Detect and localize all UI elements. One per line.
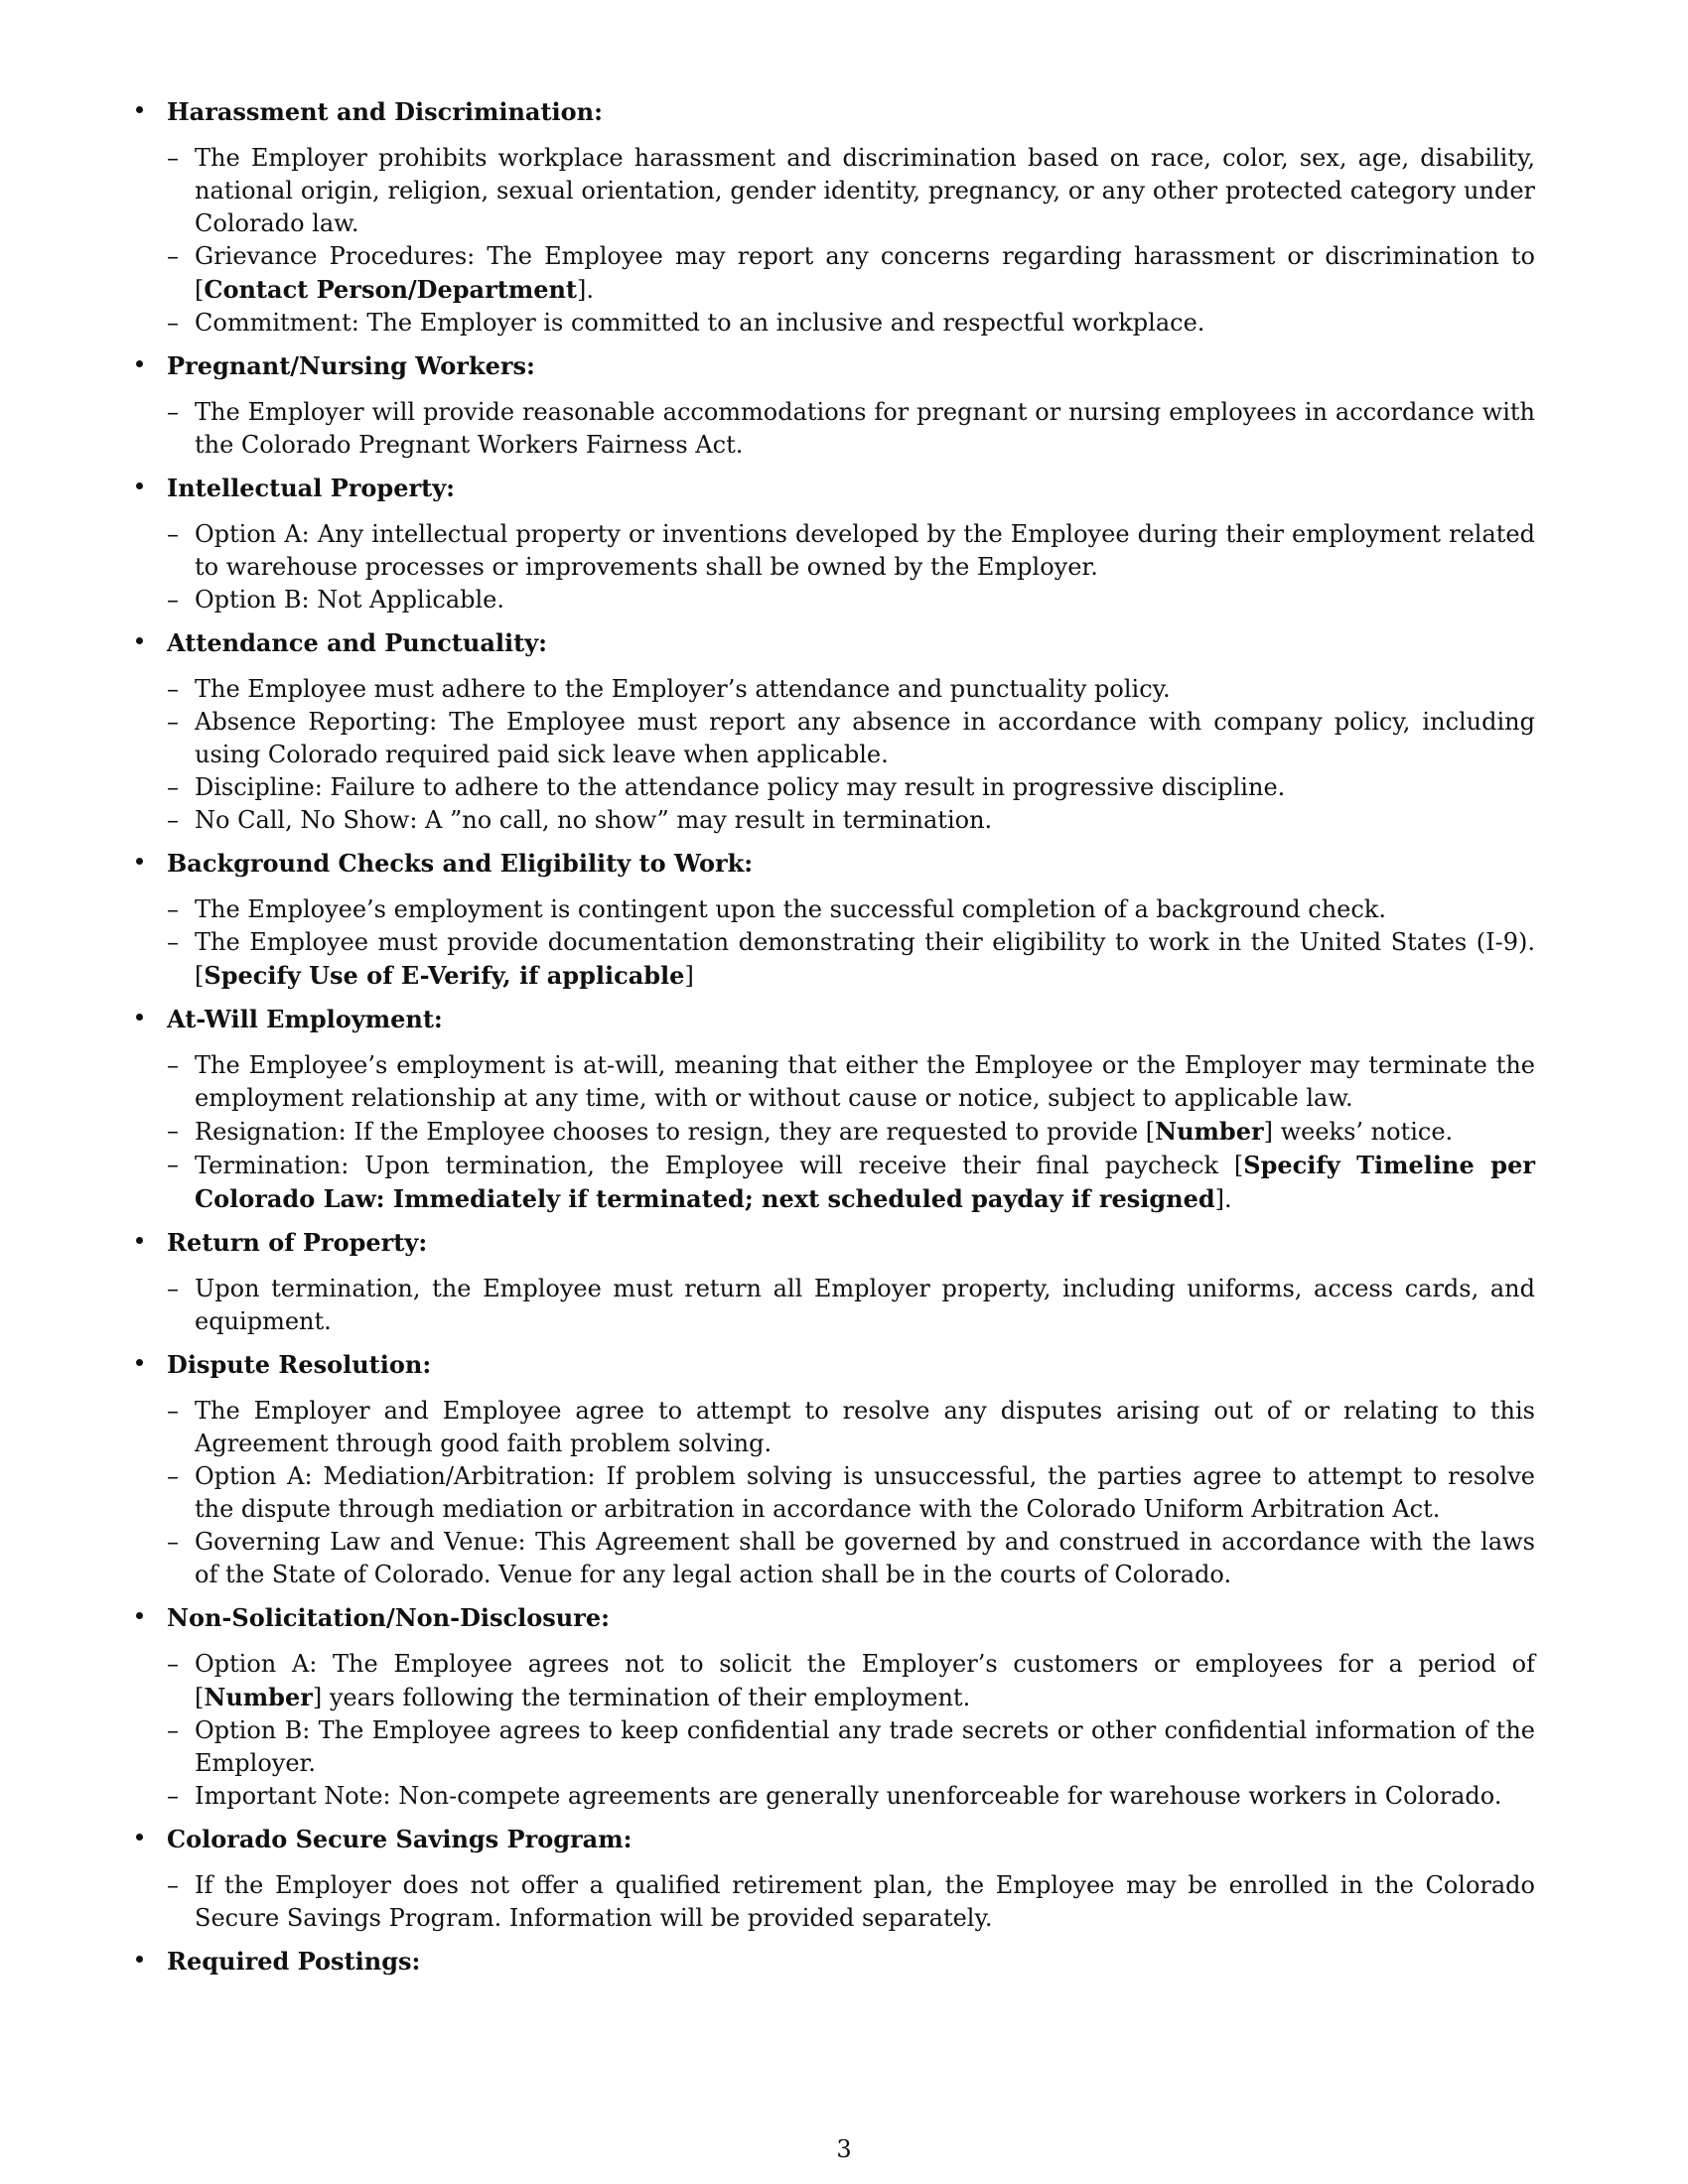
list-item-text [195,1395,1535,1460]
section [133,626,1583,837]
dash-icon [133,1869,195,1935]
text-run: Option A: The Employee agrees not to solicit the Employer’s customers or employees for a period of [ [195,1650,1535,1711]
text-run: Option B: The Employee agrees to keep confidential any trade secrets or other confidential information of the Employer. [195,1716,1535,1777]
text-run: The Employer and Employee agree to attempt to resolve any disputes arising out of or relating to this Agreement through good faith problem solving. [195,1397,1535,1457]
section-heading [133,1823,1583,1855]
section [133,1003,1583,1216]
text-run: Termination: Upon termination, the Employee will receive their final paycheck [ [195,1152,1244,1179]
section-heading [133,1226,1583,1259]
text-run: Option A: Any intellectual property or inventions developed by the Employee during their employment related to warehouse processes or improvements shall be owned by the Employer. [195,520,1535,581]
sub-item-list [133,1273,1583,1338]
sub-item-list [133,396,1583,462]
dash-icon [133,1115,195,1149]
section [133,847,1583,993]
list-item-text [195,307,1535,340]
text-run: The Employee’s employment is contingent upon the successful completion of a background check. [195,895,1386,923]
list-item [133,1395,1583,1460]
list-item [133,307,1583,340]
list-item-text [195,1526,1535,1591]
section [133,349,1583,462]
list-item [133,893,1583,926]
sub-item-list [133,518,1583,616]
list-item [133,1115,1583,1149]
list-item-text [195,1460,1535,1526]
sub-item-list [133,893,1583,993]
dash-icon [133,1273,195,1338]
text-run: ] weeks’ notice. [1263,1118,1454,1146]
dash-icon [133,926,195,993]
section-title: Attendance and Punctuality: [167,628,548,657]
section-heading [133,1348,1583,1381]
section-heading [133,1945,1583,1978]
section-title: At-Will Employment: [167,1005,443,1033]
text-run: The Employee must adhere to the Employer’s attendance and punctuality policy. [195,675,1171,703]
list-item [133,1273,1583,1338]
placeholder-text: Number [204,1683,313,1711]
text-run: ]. [577,276,595,304]
text-run: Option A: Mediation/Arbitration: If problem solving is unsuccessful, the parties agree to attempt to resolve the dispute through mediation or arbitration in accordance with the Colorado Uniform Arbitration Act. [195,1462,1535,1523]
page-number: 3 [836,2135,852,2163]
section [133,95,1583,340]
section [133,1348,1583,1591]
list-item [133,1648,1583,1714]
text-run: ]. [1214,1185,1232,1213]
sub-item-list [133,142,1583,340]
list-item [133,771,1583,804]
section-title: Intellectual Property: [167,474,455,502]
section [133,1601,1583,1813]
section-title: Harassment and Discrimination: [167,97,603,126]
dash-icon [133,1049,195,1115]
list-item [133,584,1583,616]
section-title: Required Postings: [167,1947,421,1976]
document-body [133,95,1583,1987]
text-run: The Employer prohibits workplace harassment and discrimination based on race, color, sex, age, disability, national origin, religion, sexual orientation, gender identity, pregnancy, or any other protected category under Colorado law. [195,144,1535,237]
section [133,1823,1583,1935]
section-title: Background Checks and Eligibility to Work: [167,849,754,878]
list-item-text [195,1149,1535,1216]
placeholder-text: Specify Timeline per Colorado Law: Immediately if terminated; next scheduled payday if resigned [195,1151,1535,1213]
text-run: The Employee’s employment is at-will, meaning that either the Employee or the Employer may terminate the employment relationship at any time, with or without cause or notice, subject to applicable law. [195,1051,1535,1112]
placeholder-text: Specify Use of E-Verify, if applicable [204,961,685,990]
list-item [133,1526,1583,1591]
sub-item-list [133,673,1583,837]
text-run: Commitment: The Employer is committed to an inclusive and respectful workplace. [195,309,1205,337]
text-run: Option B: Not Applicable. [195,586,504,614]
section-heading [133,1601,1583,1634]
dash-icon [133,1648,195,1714]
dash-icon [133,1460,195,1526]
text-run: Governing Law and Venue: This Agreement shall be governed by and construed in accordance with the laws of the State of Colorado. Venue for any legal action shall be in the courts of Colorado. [195,1528,1535,1588]
sub-item-list [133,1395,1583,1591]
list-item-text [195,706,1535,771]
text-run: The Employee must provide documentation demonstrating their eligibility to work in the United States (I-9). [ [195,928,1535,990]
text-run: Grievance Procedures: The Employee may report any concerns regarding harassment or discrimination to [ [195,242,1535,304]
list-item-text [195,771,1535,804]
dash-icon [133,584,195,616]
section-title: Return of Property: [167,1228,428,1257]
list-item [133,1049,1583,1115]
dash-icon [133,1395,195,1460]
text-run: ] [684,962,694,990]
list-item [133,1149,1583,1216]
dash-icon [133,307,195,340]
text-run: Important Note: Non-compete agreements are generally unenforceable for warehouse workers in Colorado. [195,1782,1502,1810]
text-run: ] years following the termination of their employment. [312,1684,971,1711]
placeholder-text: Contact Person/Department [204,275,578,304]
dash-icon [133,240,195,307]
section-heading [133,349,1583,382]
dash-icon [133,1526,195,1591]
section-heading [133,472,1583,504]
dash-icon [133,396,195,462]
list-item [133,926,1583,993]
list-item-text [195,1049,1535,1115]
section-title: Pregnant/Nursing Workers: [167,351,535,380]
text-run: Discipline: Failure to adhere to the attendance policy may result in progressive discipline. [195,773,1286,801]
list-item [133,518,1583,584]
list-item [133,706,1583,771]
section [133,1945,1583,1978]
section-title: Dispute Resolution: [167,1350,432,1379]
section-title: Colorado Secure Savings Program: [167,1825,633,1853]
list-item-text [195,926,1535,993]
list-item [133,1869,1583,1935]
dash-icon [133,1149,195,1216]
list-item-text [195,1648,1535,1714]
list-item [133,1780,1583,1813]
list-item-text [195,893,1535,926]
text-run: Resignation: If the Employee chooses to resign, they are requested to provide [ [195,1118,1156,1146]
list-item [133,1460,1583,1526]
section [133,472,1583,616]
dash-icon [133,142,195,240]
section-title: Non-Solicitation/Non-Disclosure: [167,1603,610,1632]
list-item-text [195,673,1535,706]
list-item-text [195,804,1535,837]
list-item [133,396,1583,462]
list-item-text [195,1115,1535,1149]
section-heading [133,95,1583,128]
dash-icon [133,673,195,706]
sub-item-list [133,1869,1583,1935]
dash-icon [133,771,195,804]
section-heading [133,847,1583,880]
list-item [133,804,1583,837]
list-item [133,673,1583,706]
text-run: Absence Reporting: The Employee must report any absence in accordance with company policy, including using Colorado required paid sick leave when applicable. [195,708,1535,768]
text-run: The Employer will provide reasonable accommodations for pregnant or nursing employees in accordance with the Colorado Pregnant Workers Fairness Act. [195,398,1535,459]
dash-icon [133,893,195,926]
list-item-text [195,1869,1535,1935]
sub-item-list [133,1648,1583,1813]
placeholder-text: Number [1155,1117,1264,1146]
list-item-text [195,584,1535,616]
section-heading [133,1003,1583,1035]
list-item-text [195,1714,1535,1780]
list-item-text [195,518,1535,584]
list-item-text [195,1780,1535,1813]
sub-item-list [133,1049,1583,1216]
dash-icon [133,706,195,771]
dash-icon [133,518,195,584]
list-item [133,142,1583,240]
section [133,1226,1583,1338]
dash-icon [133,1714,195,1780]
list-item-text [195,142,1535,240]
text-run: Upon termination, the Employee must return all Employer property, including uniforms, access cards, and equipment. [195,1275,1535,1335]
text-run: If the Employer does not offer a qualified retirement plan, the Employee may be enrolled in the Colorado Secure Savings Program. Information will be provided separately. [195,1871,1535,1932]
list-item-text [195,240,1535,307]
dash-icon [133,804,195,837]
list-item-text [195,1273,1535,1338]
dash-icon [133,1780,195,1813]
section-heading [133,626,1583,659]
list-item-text [195,396,1535,462]
list-item [133,1714,1583,1780]
text-run: No Call, No Show: A ”no call, no show” may result in termination. [195,806,993,834]
list-item [133,240,1583,307]
